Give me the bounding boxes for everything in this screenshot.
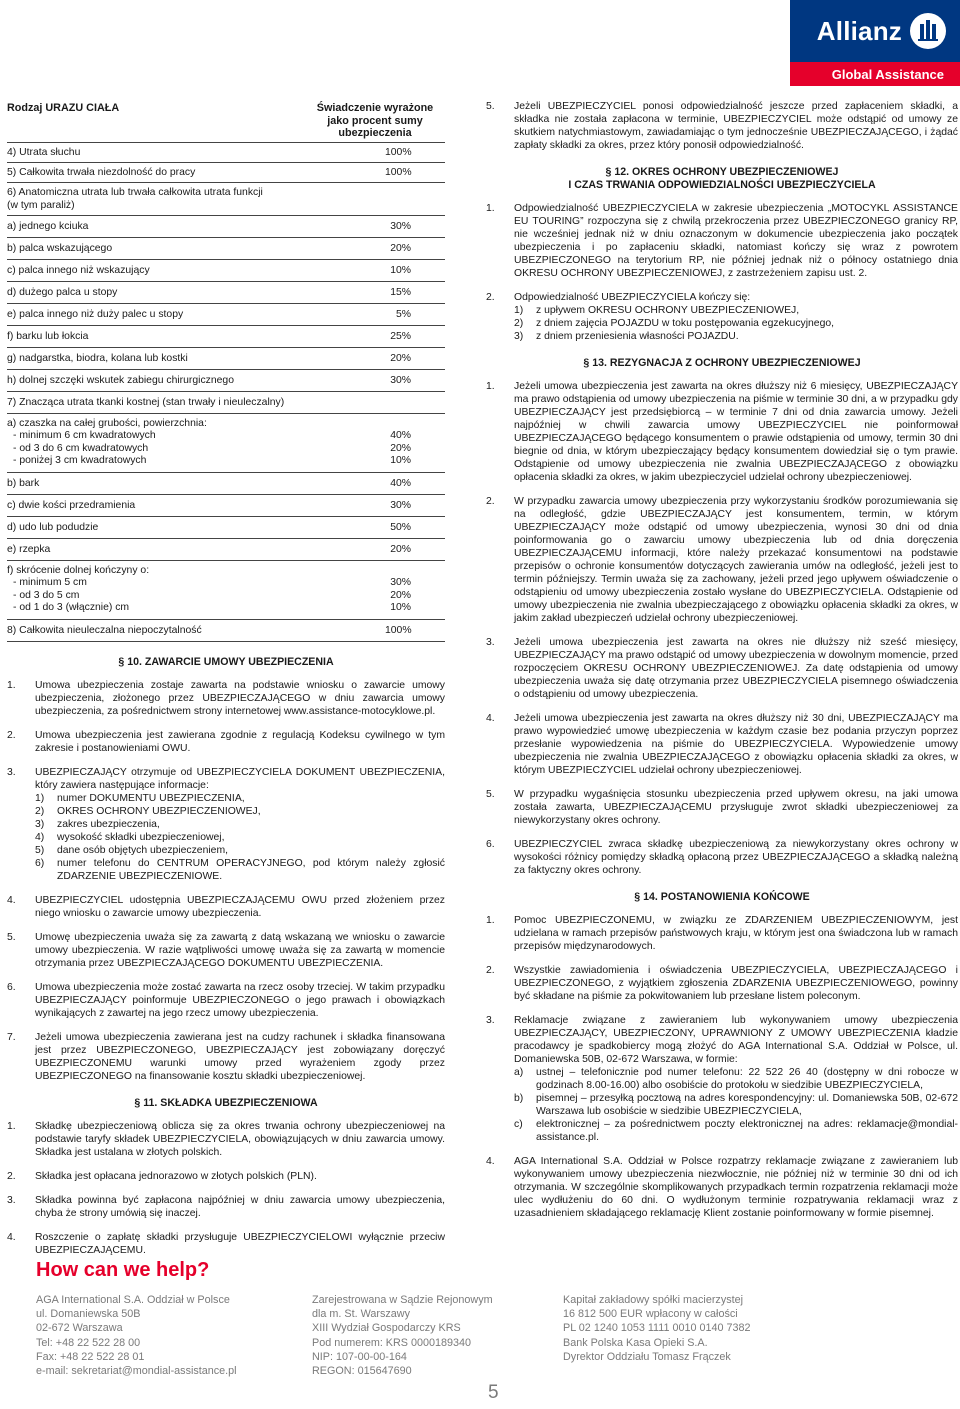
footer-line: Dyrektor Oddziału Tomasz Frączek	[563, 1350, 731, 1363]
sub-number: 1)	[35, 792, 45, 804]
row-label: 5) Całkowita trwała niezdolność do pracy	[7, 166, 196, 178]
sub-text: z dniem przeniesienia własności POJAZDU.	[536, 331, 739, 342]
list-item	[486, 1014, 958, 1144]
list-item	[486, 914, 958, 953]
row-value: 50%	[390, 521, 411, 533]
list-item	[7, 679, 445, 718]
section-title: § 11. SKŁADKA UBEZPIECZENIOWA	[134, 1096, 318, 1109]
table-row	[7, 303, 445, 325]
sub-item	[514, 1118, 958, 1144]
table-row	[7, 391, 445, 413]
section-title: § 10. ZAWARCIE UMOWY UBEZPIECZENIA	[118, 655, 334, 668]
item-number: 2.	[486, 292, 495, 303]
sub-list	[514, 1066, 958, 1144]
list-item	[7, 894, 445, 920]
sub-item	[514, 1066, 958, 1092]
footer-line: Kapitał zakładowy spółki macierzystej	[563, 1294, 744, 1306]
footer-line: Bank Polska Kasa Opieki S.A.	[563, 1336, 708, 1349]
footer-line: XIII Wydział Gospodarczy KRS	[312, 1322, 461, 1335]
table-row	[7, 142, 445, 162]
item-body	[514, 1014, 958, 1144]
row-value: 30%	[390, 220, 411, 232]
item-text: Roszczenie o zapłatę składki przysługuje UBEZPIECZYCIELOWI wyłącznie przeciw UBEZPIECZAJĄCEMU.	[35, 1231, 445, 1256]
sub-text: OKRES OCHRONY UBEZPIECZENIOWEJ,	[57, 805, 261, 817]
item-text: UBEZPIECZYCIEL udostępnia UBEZPIECZAJĄCEMU OWU przed złożeniem przez niego wniosku o zawarcie umowy ubezpieczenia.	[35, 894, 445, 919]
item-number: 1.	[486, 203, 495, 214]
item-number: 5.	[486, 101, 495, 112]
sub-text: z upływem OKRESU OCHRONY UBEZPIECZENIOWEJ,	[536, 305, 800, 316]
section-title: § 14. POSTANOWIENIA KOŃCOWE	[634, 891, 810, 903]
item-text: Umowa ubezpieczenia może zostać zawarta na rzecz osoby trzeciej. W takim przypadku UBEZPIECZAJĄCY poinformuje UBEZPIECZONEGO o jego prawach i obowiązkach wynikających z zawartej na jego rzecz umowy ubezpieczenia.	[35, 981, 445, 1019]
sub-text: pisemnej – przesyłką pocztową na adres korespondencyjny: ul. Domaniewska 50B, 02-672 Warszawa lub osobiście w siedzibie UBEZPIECZYCIELA,	[536, 1093, 958, 1117]
item-text: Składka powinna być zapłacona najpóźniej w dniu zawarcia umowy ubezpieczenia, chyba że strony umówią się inaczej.	[35, 1194, 445, 1219]
row-label: h) dolnej szczęki wskutek zabiegu chirurgicznego	[7, 374, 234, 386]
item-number: 6.	[7, 981, 16, 993]
row-value: 30%	[390, 499, 411, 511]
sub-text: numer telefonu do CENTRUM OPERACYJNEGO, pod którym należy zgłosić ZDARZENIE UBEZPIECZENIOWE.	[57, 857, 445, 882]
list-item	[7, 1120, 445, 1159]
sub-text: zakres ubezpieczenia,	[57, 818, 160, 830]
section-title	[486, 166, 958, 192]
table-row	[7, 162, 445, 182]
row-label: 4) Utrata słuchu	[7, 146, 81, 158]
item-number: 4.	[486, 1156, 495, 1167]
item-text: Umowa ubezpieczenia zostaje zawarta na podstawie wniosku o zawarcie umowy ubezpieczenia, złożonego przez UBEZPIECZAJĄCEGO w dniu zawarcia umowy ubezpieczenia, za pośrednictwem strony internetowej www.assistance-motocyklowe.pl.	[35, 679, 445, 717]
row-label-line: 6) Anatomiczna utrata lub trwała całkowita utrata funkcji	[7, 186, 263, 198]
page-number: 5	[488, 1382, 499, 1403]
item-number: 5.	[7, 931, 16, 943]
list-item	[7, 1231, 445, 1257]
footer-column-company	[36, 1293, 237, 1378]
table-header-injury: Rodzaj URAZU CIAŁA	[7, 102, 120, 114]
row-label-line: - od 1 do 3 (włącznie) cm	[13, 602, 130, 613]
item-text: Reklamacje związane z zawieraniem lub wykonywaniem umowy ubezpieczenia UBEZPIECZAJĄCY, UBEZPIECZONY, UPRAWNIONY Z UMOWY UBEZPIECZENIA kładzie pracodawcy je spadkobiercy mogą złożyć do AGA International S.A. Oddział w Polsce, ul. Domaniewska 50B, 02-672 Warszawa, w formie:	[514, 1015, 958, 1065]
list-item	[7, 1031, 445, 1083]
item-text: Jeżeli umowa ubezpieczenia jest zawarta na okres nie dłuższy niż sześć miesięcy, UBEZPIECZAJĄCY ma prawo odstąpić od umowy ubezpieczenia w dowolnym momencie, przed rozpoczęciem OKRESU OCHRONY UBEZPIECZENIOWEJ. Za datę odstąpienia od umowy ubezpieczenia uważa się datę otrzymania przez UBEZPIECZYCIELA pisemnego oświadczenia o odstąpieniu od umowy ubezpieczenia.	[514, 637, 958, 700]
sub-number: 3)	[514, 331, 524, 342]
sub-number: 5)	[35, 844, 45, 856]
footer-line: 02-672 Warszawa	[36, 1322, 123, 1335]
row-value-line: 10%	[390, 455, 411, 466]
sub-number: 3)	[35, 818, 45, 830]
table-row	[7, 538, 445, 560]
row-value: 100%	[385, 624, 412, 636]
row-value	[385, 186, 445, 212]
row-value: 40%	[390, 477, 411, 489]
list-item	[7, 981, 445, 1020]
list-item	[7, 1170, 445, 1183]
row-label: e) palca innego niż duży palec u stopy	[7, 308, 184, 320]
list-item	[486, 788, 958, 827]
item-text: Składka jest opłacana jednorazowo w złotych polskich (PLN).	[35, 1170, 317, 1182]
item-number: 5.	[486, 789, 495, 800]
item-text: Jeżeli umowa ubezpieczenia jest zawarta na okres dłuższy niż 30 dni, UBEZPIECZAJĄCY ma prawo wypowiedzieć umowę ubezpieczenia w każdym czasie bez podania przyczyn poprzez przesłanie wypowiedzenia na piśmie do UBEZPIECZYCIELA. Wypowiedzenie umowy ubezpieczenia nie zwalnia UBEZPIECZAJĄCEGO z obowiązku opłacenia składki za okres, w którym UBEZPIECZYCIEL udzielał ochrony ubezpieczeniowej.	[514, 713, 958, 776]
item-text: Umowę ubezpieczenia uważa się za zawartą z datą wskazaną we wniosku o zawarcie umowy ubezpieczenia. W razie wątpliwości umowę uważa się za zawartą w momencie otrzymania przez UBEZPIECZAJĄCEGO DOKUMENTU UBEZPIECZENIA.	[35, 931, 445, 969]
row-label-line: - od 3 do 5 cm	[13, 589, 80, 601]
footer-line: Zarejestrowana w Sądzie Rejonowym	[312, 1294, 493, 1306]
row-value: 15%	[390, 286, 411, 298]
item-number: 6.	[486, 839, 495, 850]
table-header-benefit-line: Świadczenie wyrażone	[316, 102, 434, 114]
footer-title: How can we help?	[36, 1259, 210, 1281]
footer-line: PL 02 1240 1053 1111 0010 0140 7382	[563, 1322, 751, 1335]
item-number: 1.	[7, 1120, 16, 1132]
footer-line: Tel: +48 22 522 28 00	[36, 1336, 141, 1349]
list-item	[486, 1155, 958, 1220]
sub-item	[514, 317, 958, 330]
item-number: 3.	[7, 1194, 16, 1206]
row-value: 20%	[390, 242, 411, 254]
list-item	[7, 766, 445, 883]
row-label-line: - minimum 5 cm	[13, 577, 87, 588]
sub-item	[514, 304, 958, 317]
sub-text: elektronicznej – za pośrednictwem poczty elektronicznej na adres: reklamacje@mondial-assistance.pl.	[536, 1119, 958, 1143]
row-value-line: 30%	[390, 577, 411, 588]
sub-text: ustnej – telefonicznie pod numer telefonu: 22 522 26 40 (dostępny w dni robocze w godzinach 8.00-16.00) albo osobiście do protokołu w siedzibie UBEZPIECZYCIELA,	[536, 1067, 958, 1091]
item-number: 2.	[7, 729, 16, 741]
sub-number: 2)	[35, 805, 45, 817]
item-text: Składkę ubezpieczeniową oblicza się za okres trwania ochrony ubezpieczeniowej na podstawie taryfy składek UBEZPIECZYCIELA, obowiązujących w dniu zawarcia umowy. Składka jest ustalana w złotych polskich.	[35, 1120, 445, 1158]
table-row	[7, 215, 445, 237]
table-row	[7, 516, 445, 538]
table-header-benefit	[305, 102, 445, 140]
list-item	[486, 495, 958, 625]
list-item	[486, 100, 958, 152]
list-item	[486, 838, 958, 877]
allianz-logo-icon	[910, 13, 946, 49]
item-number: 2.	[7, 1170, 16, 1182]
item-text: Jeżeli UBEZPIECZYCIEL ponosi odpowiedzialność jeszcze przed zapłaceniem składki, a składka nie została zapłacona w terminie, UBEZPIECZYCIEL może odstąpić od umowy ze skutkiem natychmiastowym, zawiadamiając o tym jednocześnie UBEZPIECZAJĄCEGO, i żądać zapłaty składki za okres, przez który ponosił odpowiedzialność.	[514, 101, 958, 151]
sub-text: numer DOKUMENTU UBEZPIECZENIA,	[57, 792, 245, 804]
item-text: UBEZPIECZAJĄCY otrzymuje od UBEZPIECZYCIELA DOKUMENT UBEZPIECZENIA, który zawiera następujące informacje:	[35, 766, 445, 791]
row-label: d) dużego palca u stopy	[7, 286, 118, 298]
row-label-line: - od 3 do 6 cm kwadratowych	[13, 442, 149, 454]
row-label: c) dwie kości przedramienia	[7, 499, 136, 511]
brand-bar	[790, 0, 960, 62]
row-label: f) barku lub łokcia	[7, 330, 89, 342]
sub-item	[35, 857, 445, 883]
section-title-line: § 12. OKRES OCHRONY UBEZPIECZENIOWEJ	[605, 166, 839, 178]
sub-list	[35, 792, 445, 883]
footer-line: e-mail: sekretariat@mondial-assistance.pl	[36, 1365, 237, 1378]
table-header-benefit-line: jako procent sumy	[327, 114, 423, 127]
footer-line: Fax: +48 22 522 28 01	[36, 1350, 145, 1363]
list-item	[7, 729, 445, 755]
item-text: AGA International S.A. Oddział w Polsce rozpatrzy reklamacje związane z zawieraniem lub wykonywaniem umowy ubezpieczenia niezwłocznie, nie później niż w terminie 30 dni od ich otrzymania. W szczególnie skomplikowanych przypadkach termin rozpatrzenia reklamacji może ulec wydłużeniu do 60 dni. O wydłużonym terminie rozpatrywania reklamacji wraz z uzasadnieniem składającego reklamację Klient zostanie poinformowany w formie pisemnej.	[514, 1156, 958, 1219]
item-text: Odpowiedzialność UBEZPIECZYCIELA kończy się:	[514, 292, 751, 303]
row-value-line: 20%	[390, 589, 411, 601]
row-value-line: 10%	[390, 602, 411, 613]
footer-line: ul. Domaniewska 50B	[36, 1308, 141, 1321]
sub-number: c)	[514, 1119, 523, 1130]
table-row	[7, 472, 445, 494]
row-label: b) palca wskazującego	[7, 242, 113, 254]
item-number: 3.	[486, 1015, 495, 1026]
item-text: Odpowiedzialność UBEZPIECZYCIELA w zakresie ubezpieczenia „MOTOCYKL ASSISTANCE EU TOURING” rozpoczyna się z chwilą przekroczenia przez UBEZPIECZONEGO granicy RP, nie wcześniej jednak niż w dniu oznaczonym w dokumencie ubezpieczenia jako początek ubezpieczenia i po zapłaceniu składki, natomiast kończy się wraz z powrotem UBEZPIECZONEGO na terytorium RP, nie później jednak niż o północy ostatniego dnia OKRESU OCHRONY UBEZPIECZENIOWEJ, z zastrzeżeniem zapisu ust. 2.	[514, 203, 958, 279]
item-number: 1.	[7, 679, 16, 691]
sub-item	[35, 792, 445, 805]
row-label: c) palca innego niż wskazujący	[7, 264, 150, 276]
right-column	[486, 100, 958, 1231]
table-row	[7, 369, 445, 391]
footer-column-registration	[312, 1293, 493, 1378]
sub-text: z dniem zajęcia POJAZDU w toku postępowania egzekucyjnego,	[536, 318, 835, 329]
footer-column-capital	[563, 1293, 751, 1364]
row-value-line	[385, 565, 411, 578]
row-label	[7, 565, 149, 615]
sub-number: 6)	[35, 857, 45, 869]
sub-item	[35, 831, 445, 844]
row-value: 25%	[390, 330, 411, 342]
sub-number: b)	[514, 1093, 524, 1104]
row-label-line: a) czaszka na całej grubości, powierzchnia:	[7, 417, 207, 429]
footer-line: NIP: 107-00-00-164	[312, 1350, 407, 1363]
row-sublines	[7, 418, 445, 468]
row-label-line: f) skrócenie dolnej kończyny o:	[7, 564, 150, 576]
sub-item	[35, 805, 445, 818]
list-item	[486, 380, 958, 484]
section-title: § 13. REZYGNACJA Z OCHRONY UBEZPIECZENIOWEJ	[583, 357, 861, 369]
row-label	[7, 186, 385, 212]
row-label: a) jednego kciuka	[7, 220, 89, 232]
item-number: 2.	[486, 496, 495, 507]
row-value: 30%	[390, 374, 411, 386]
footer-line: dla m. St. Warszawy	[312, 1308, 410, 1321]
list-item	[486, 712, 958, 777]
item-text: W przypadku zawarcia umowy ubezpieczenia przy wykorzystaniu środków porozumiewania się na odległość, gdzie UBEZPIECZAJĄCY jest konsumentem, termin, w którym UBEZPIECZAJĄCY może odstąpić od umowy ubezpieczenia, wynosi 30 dni od dnia poinformowania go o zawarciu umowy ubezpieczenia lub od dnia doręczenia UBEZPIECZAJĄCEMU informacji, które należy przekazać konsumentowi na podstawie przepisów o ochronie konsumentów dotyczących zawierania umów na odległość, jeżeli jest to termin późniejszy. Termin uważa się za zachowany, jeżeli przed jego upływem oświadczenie o odstąpieniu od umowy ubezpieczenia zostało wysłane do UBEZPIECZYCIELA. Odstąpienie od umowy ubezpieczenia nie zwalnia ubezpieczającego z obowiązku opłacenia składki za okres, w jakim zakład ubezpieczeń udzielał ochrony ubezpieczeniowej.	[514, 496, 958, 624]
table-row	[7, 281, 445, 303]
row-label-line: - poniżej 3 cm kwadratowych	[13, 455, 147, 466]
table-row	[7, 182, 445, 215]
row-label: 8) Całkowita nieuleczalna niepoczytalność	[7, 624, 202, 636]
table-header	[7, 102, 445, 142]
sub-text: dane osób objętych ubezpieczeniem,	[57, 844, 228, 856]
row-label	[7, 418, 207, 468]
sub-list	[514, 304, 958, 343]
row-label: g) nadgarstka, biodra, kolana lub kostki	[7, 352, 188, 364]
row-value: 20%	[390, 352, 411, 364]
sub-number: 4)	[35, 831, 45, 843]
row-value: 5%	[395, 308, 411, 320]
row-label-line: (w tym paraliż)	[7, 199, 75, 211]
row-value-line: 40%	[390, 430, 411, 441]
table-row	[7, 325, 445, 347]
footer-line: 16 812 500 EUR wpłacony w całości	[563, 1308, 738, 1321]
item-text: Pomoc UBEZPIECZONEMU, w związku ze ZDARZENIEM UBEZPIECZENIOWYM, jest udzielana w ramach przepisów państwowych kraju, w którym jest ona świadczona lub w ramach przepisów międzynarodowych.	[514, 915, 958, 952]
list-item	[486, 202, 958, 280]
table-row	[7, 494, 445, 516]
item-number: 7.	[7, 1031, 16, 1043]
item-body	[514, 291, 958, 343]
left-column	[7, 102, 445, 1268]
item-number: 2.	[486, 965, 495, 976]
footer-line: Pod numerem: KRS 0000189340	[312, 1336, 472, 1349]
row-value: 100%	[385, 146, 412, 158]
list-item	[486, 636, 958, 701]
sub-item	[35, 844, 445, 857]
row-value: 100%	[385, 166, 412, 178]
item-number: 4.	[486, 713, 495, 724]
item-number: 1.	[486, 915, 495, 926]
footer-line: AGA International S.A. Oddział w Polsce	[36, 1294, 230, 1306]
sub-number: a)	[514, 1067, 524, 1078]
item-text: Umowa ubezpieczenia jest zawierana zgodnie z regulacją Kodeksu cywilnego w tym zakresie i postanowieniami OWU.	[35, 729, 445, 754]
list-item	[7, 931, 445, 970]
table-row-skull	[7, 413, 445, 472]
sub-number: 2)	[514, 318, 524, 329]
footer-line: REGON: 015647690	[312, 1365, 412, 1378]
item-text: W przypadku wygaśnięcia stosunku ubezpieczenia przed upływem okresu, na jaki umowa została zawarta, UBEZPIECZAJĄCEMU przysługuje zwrot składki ubezpieczeniowej za niewykorzystany okres ochrony.	[514, 789, 958, 826]
table-row	[7, 237, 445, 259]
item-text: UBEZPIECZYCIEL zwraca składkę ubezpieczeniową za niewykorzystany okres ochrony w wysokości różnicy pomiędzy składką opłaconą przez UBEZPIECZAJĄCEGO a składką należną za faktyczny okres ochrony.	[514, 839, 958, 876]
item-text: Wszystkie zawiadomienia i oświadczenia UBEZPIECZYCIELA, UBEZPIECZAJĄCEGO i UBEZPIECZONEGO, z wyjątkiem zgłoszenia ZDARZENIA UBEZPIECZENIOWEGO, powinny być składane na piśmie za pokwitowaniem lub przesłane listem poleconym.	[514, 965, 958, 1002]
row-value: 20%	[390, 543, 411, 555]
row-sublines	[7, 565, 445, 615]
brand-header	[790, 0, 960, 88]
row-value	[385, 418, 445, 468]
row-label: d) udo lub podudzie	[7, 521, 99, 533]
item-number: 4.	[7, 894, 16, 906]
sub-item	[514, 330, 958, 343]
table-row-limb	[7, 560, 445, 619]
row-value-line	[385, 418, 411, 431]
list-item	[486, 291, 958, 343]
table-row	[7, 259, 445, 281]
brand-subtitle: Global Assistance	[790, 62, 960, 86]
section-title-line: I CZAS TRWANIA ODPOWIEDZIALNOŚCI UBEZPIECZYCIELA	[568, 179, 876, 191]
item-text: Jeżeli umowa ubezpieczenia jest zawarta na okres dłuższy niż 6 miesięcy, UBEZPIECZAJĄCY ma prawo odstąpienia od umowy ubezpieczenia na piśmie w terminie 30 dni, a w przypadku gdy UBEZPIECZAJĄCY jest przedsiębiorcą – w terminie 7 dni od dnia zawarcia umowy. Jeżeli najpóźniej w chwili zawarcia umowy UBEZPIECZYCIEL nie poinformował UBEZPIECZAJĄCEGO będącego konsumentem o prawie odstąpienia od umowy, termin 30 dni biegnie od dnia, w którym ubezpieczający będący konsumentem dowiedział się o tym prawie. Odstąpienie od umowy ubezpieczenia nie zwalnia UBEZPIECZAJĄCEGO z obowiązku opłacenia składki za okres, w jakim ubezpieczyciel udzielał ochrony ubezpieczeniowej.	[514, 381, 958, 483]
row-label: 7) Znacząca utrata tkanki kostnej (stan trwały i nieuleczalny)	[7, 396, 285, 408]
row-label: e) rzepka	[7, 543, 51, 555]
row-label: b) bark	[7, 477, 40, 489]
list-item	[486, 964, 958, 1003]
row-label-line: - minimum 6 cm kwadratowych	[13, 430, 156, 441]
sub-text: wysokość składki ubezpieczeniowej,	[57, 831, 225, 843]
item-number: 3.	[486, 637, 495, 648]
list-item	[7, 1194, 445, 1220]
table-row	[7, 347, 445, 369]
table-bottom-rule	[7, 641, 445, 642]
item-text: Jeżeli umowa ubezpieczenia zawierana jest na cudzy rachunek i składka finansowana jest przez UBEZPIECZONEGO, UBEZPIECZAJĄCY jest zobowiązany doręczyć UBEZPIECZONEMU warunki umowy przed wyrażeniem zgody przez UBEZPIECZONEGO na finansowanie kosztu składki ubezpieczeniowej.	[35, 1031, 445, 1082]
sub-item	[514, 1092, 958, 1118]
sub-item	[35, 818, 445, 831]
item-body	[35, 766, 445, 883]
item-number: 4.	[7, 1231, 16, 1243]
table-header-benefit-line: ubezpieczenia	[338, 127, 412, 139]
row-value: 10%	[390, 264, 411, 276]
table-row	[7, 619, 445, 641]
brand-name: Allianz	[816, 15, 902, 46]
row-value-line: 20%	[390, 442, 411, 454]
sub-number: 1)	[514, 305, 524, 316]
item-number: 3.	[7, 766, 16, 778]
row-value	[385, 565, 445, 615]
row-value	[385, 396, 445, 409]
item-number: 1.	[486, 381, 495, 392]
allianz-eagle-icon	[910, 13, 946, 49]
